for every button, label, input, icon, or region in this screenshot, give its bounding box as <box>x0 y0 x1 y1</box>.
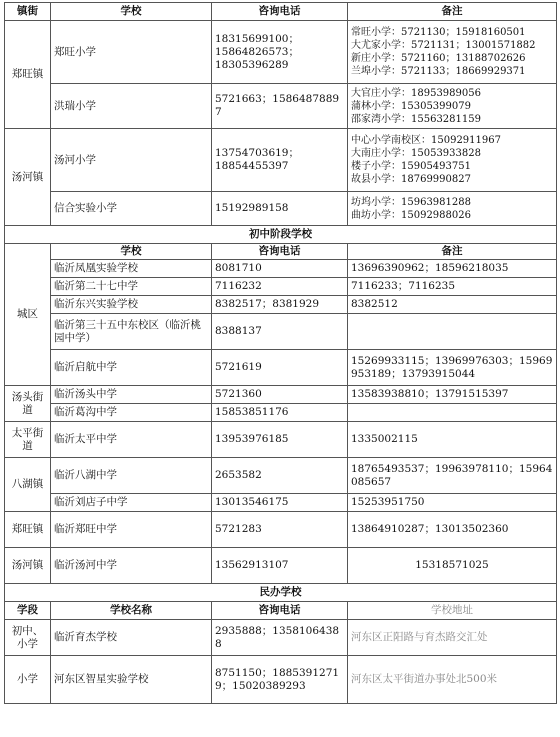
note-cell: 中心小学南校区：15092911967 大南庄小学：15053933828 楼子小学：15905493751 故县小学：18769990827 <box>348 129 557 192</box>
school-name: 临沂葛沟中学 <box>51 404 212 422</box>
area-cell: 汤河镇 <box>5 548 51 584</box>
note-cell: 18765493537；19963978110；15964085657 <box>348 458 557 494</box>
header-phone: 咨询电话 <box>212 602 348 620</box>
phone-cell: 13953976185 <box>212 422 348 458</box>
address-cell: 河东区正阳路与育杰路交汇处 <box>348 620 557 656</box>
phone-cell: 8081710 <box>212 260 348 278</box>
school-name: 临沂八湖中学 <box>51 458 212 494</box>
header-note: 备注 <box>348 244 557 260</box>
phone-cell: 8388137 <box>212 314 348 350</box>
note-cell <box>348 314 557 350</box>
header-note: 备注 <box>348 3 557 21</box>
header-address: 学校地址 <box>348 602 557 620</box>
table-row <box>5 404 557 422</box>
note-cell <box>348 404 557 422</box>
phone-cell: 8382517；8381929 <box>212 296 348 314</box>
phone-cell: 13013546175 <box>212 494 348 512</box>
note-cell: 15318571025 <box>348 548 557 584</box>
header-stage: 学段 <box>5 602 51 620</box>
school-name: 洪瑞小学 <box>51 84 212 129</box>
school-contact-table <box>4 2 557 704</box>
area-cell: 八湖镇 <box>5 458 51 512</box>
school-name: 河东区智星实验学校 <box>51 656 212 704</box>
school-name: 郑旺小学 <box>51 21 212 84</box>
table-row <box>5 192 557 226</box>
table-row <box>5 548 557 584</box>
note-cell: 坊坞小学：15963981288 曲坊小学：15092988026 <box>348 192 557 226</box>
school-name: 临沂汤河中学 <box>51 548 212 584</box>
note-cell: 7116233；7116235 <box>348 278 557 296</box>
table-row <box>5 84 557 129</box>
school-name: 汤河小学 <box>51 129 212 192</box>
school-name: 临沂汤头中学 <box>51 386 212 404</box>
school-name: 临沂东兴实验学校 <box>51 296 212 314</box>
primary-header-row <box>5 3 557 21</box>
table-row <box>5 494 557 512</box>
school-name: 临沂第三十五中东校区（临沂桃园中学） <box>51 314 212 350</box>
header-phone: 咨询电话 <box>212 244 348 260</box>
phone-cell: 8751150；18853912719；15020389293 <box>212 656 348 704</box>
table-row <box>5 458 557 494</box>
area-cell: 太平街道 <box>5 422 51 458</box>
header-school-name: 学校名称 <box>51 602 212 620</box>
phone-cell: 5721360 <box>212 386 348 404</box>
section-row <box>5 584 557 602</box>
phone-cell: 2653582 <box>212 458 348 494</box>
section-row <box>5 226 557 244</box>
phone-cell: 18315699100； 15864826573； 18305396289 <box>212 21 348 84</box>
town-cell: 郑旺镇 <box>5 21 51 129</box>
table-row <box>5 656 557 704</box>
note-cell: 13864910287；13013502360 <box>348 512 557 548</box>
table-row <box>5 620 557 656</box>
table-row <box>5 278 557 296</box>
address-cell: 河东区太平街道办事处北500米 <box>348 656 557 704</box>
phone-cell: 13562913107 <box>212 548 348 584</box>
header-phone: 咨询电话 <box>212 3 348 21</box>
note-cell: 1335002115 <box>348 422 557 458</box>
table-row <box>5 386 557 404</box>
note-cell: 常旺小学：5721130；15918160501 大尤家小学：5721131；13001571882 新庄小学：5721160；13188702626 兰埠小学：5721133；18669929371 <box>348 21 557 84</box>
stage-cell: 初中、小学 <box>5 620 51 656</box>
school-name: 临沂启航中学 <box>51 350 212 386</box>
phone-cell: 5721663；15864878897 <box>212 84 348 129</box>
school-name: 临沂郑旺中学 <box>51 512 212 548</box>
phone-cell: 13754703619； 18854455397 <box>212 129 348 192</box>
header-school: 学校 <box>51 244 212 260</box>
phone-cell: 2935888；13581064388 <box>212 620 348 656</box>
note-cell: 15253951750 <box>348 494 557 512</box>
phone-cell: 5721283 <box>212 512 348 548</box>
note-cell: 15269933115；13969976303；15969953189；13793915044 <box>348 350 557 386</box>
school-name: 临沂第二十七中学 <box>51 278 212 296</box>
phone-cell: 15192989158 <box>212 192 348 226</box>
school-contact-document <box>4 2 557 704</box>
area-cell: 城区 <box>5 244 51 386</box>
school-name: 临沂太平中学 <box>51 422 212 458</box>
header-town: 镇街 <box>5 3 51 21</box>
school-name: 临沂凤凰实验学校 <box>51 260 212 278</box>
school-name: 信合实验小学 <box>51 192 212 226</box>
note-cell: 大官庄小学：18953989056 蒲林小学：15305399079 邵家湾小学：15563281159 <box>348 84 557 129</box>
school-name: 临沂刘店子中学 <box>51 494 212 512</box>
table-row <box>5 296 557 314</box>
table-row <box>5 512 557 548</box>
area-cell: 汤头街道 <box>5 386 51 422</box>
phone-cell: 5721619 <box>212 350 348 386</box>
table-row <box>5 350 557 386</box>
table-row <box>5 21 557 84</box>
note-cell: 13696390962；18596218035 <box>348 260 557 278</box>
private-header-row <box>5 602 557 620</box>
phone-cell: 7116232 <box>212 278 348 296</box>
phone-cell: 15853851176 <box>212 404 348 422</box>
middle-header-row <box>5 244 557 260</box>
school-name: 临沂育杰学校 <box>51 620 212 656</box>
area-cell: 郑旺镇 <box>5 512 51 548</box>
section-title-private: 民办学校 <box>5 584 557 602</box>
header-school: 学校 <box>51 3 212 21</box>
note-cell: 13583938810；13791515397 <box>348 386 557 404</box>
stage-cell: 小学 <box>5 656 51 704</box>
table-row <box>5 422 557 458</box>
table-row <box>5 314 557 350</box>
section-title-middle: 初中阶段学校 <box>5 226 557 244</box>
table-row <box>5 260 557 278</box>
note-cell: 8382512 <box>348 296 557 314</box>
table-row <box>5 129 557 192</box>
town-cell: 汤河镇 <box>5 129 51 226</box>
